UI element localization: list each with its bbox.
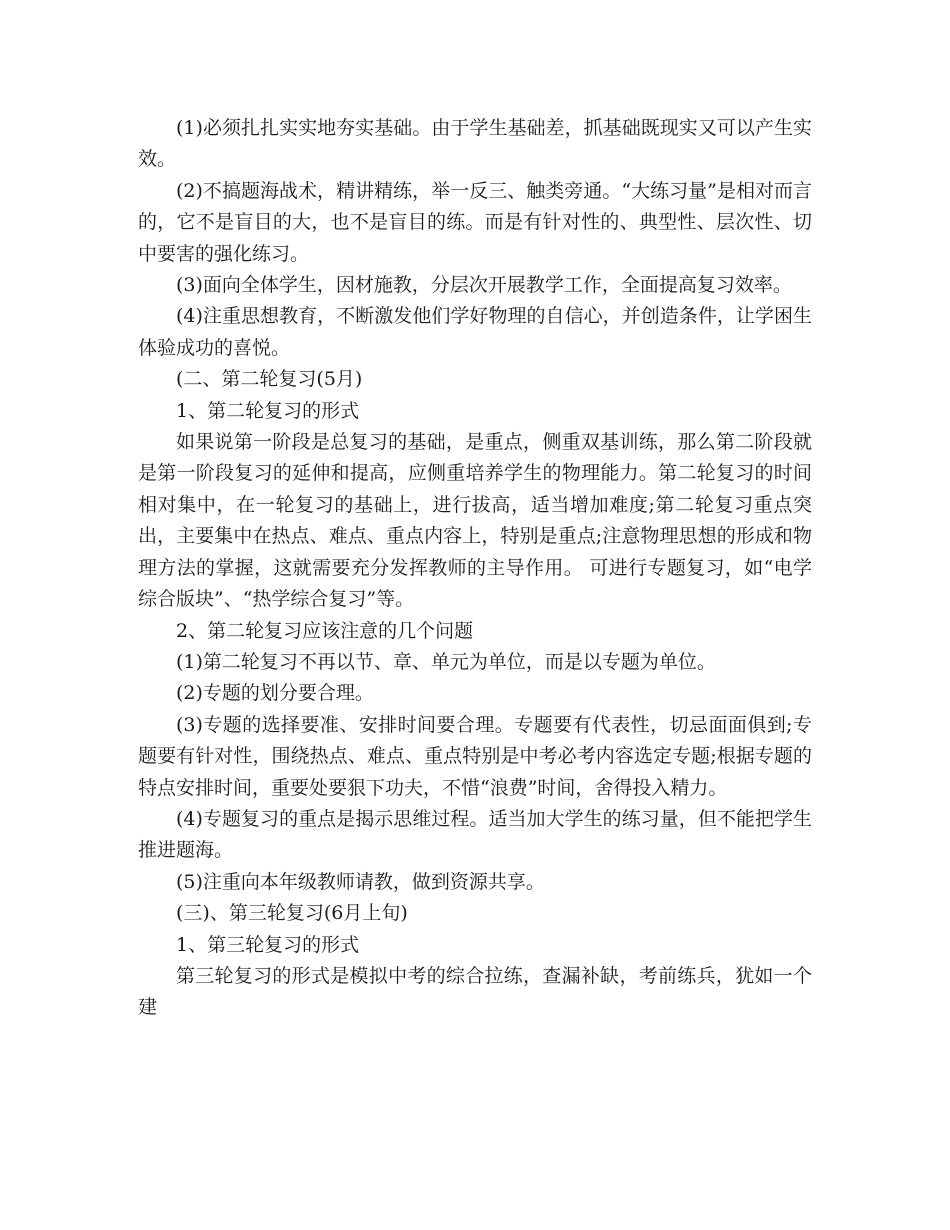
paragraph-ideology-education: (4)注重思想教育，不断激发他们学好物理的自信心，并创造条件，让学困生体验成功的喜悦。 (138, 305, 812, 359)
paragraph-topic-selection: (3)专题的选择要准、安排时间要合理。专题要有代表性，切忌面面俱到;专题要有针对性，围绕热点、难点、重点特别是中考必考内容选定专题;根据专题的特点安排时间，重要处要狠下功夫，不惜“浪费”时间，舍得投入精力。 (138, 713, 812, 799)
section-heading-second-round: (二、第二轮复习(5月) (176, 368, 363, 391)
section-heading-third-round: (三)、第三轮复习(6月上旬) (176, 902, 408, 925)
paragraph-no-drill-tactics: (2)不搞题海战术，精讲精练，举一反三、触类旁通。“大练习量”是相对而言的，它不是盲目的大，也不是盲目的练。而是有针对性的、典型性、层次性、切中要害的强化练习。 (138, 179, 812, 265)
subheading-second-round-form: 1、第二轮复习的形式 (176, 399, 360, 422)
subheading-third-round-form: 1、第三轮复习的形式 (176, 933, 360, 956)
paragraph-thinking-process: (4)专题复习的重点是揭示思维过程。适当加大学生的练习量，但不能把学生推进题海。 (138, 807, 812, 862)
paragraph-topic-division: (2)专题的划分要合理。 (176, 682, 374, 705)
paragraph-basics: (1)必须扎扎实实地夯实基础。由于学生基础差，抓基础既现实又可以产生实效。 (138, 117, 812, 171)
paragraph-resource-sharing: (5)注重向本年级教师请教，做到资源共享。 (176, 870, 545, 893)
paragraph-all-students: (3)面向全体学生，因材施教，分层次开展教学工作，全面提高复习效率。 (176, 274, 792, 297)
paragraph-second-round-description: 如果说第一阶段是总复习的基础，是重点，侧重双基训练，那么第二阶段就是第一阶段复习的延伸和提高，应侧重培养学生的物理能力。第二轮复习的时间相对集中，在一轮复习的基础上，进行拔高，适当增加难度;第二轮复习重点突出，主要集中在热点、难点、重点内容上，特别是重点;注意物理思想的形成和物理方法的掌握，这就需要充分发挥教师的主导作用。 可进行专题复习，如“电学综合版块”、“热学综合复习”等。 (138, 431, 812, 611)
paragraph-third-round-description: 第三轮复习的形式是模拟中考的综合拉练，查漏补缺，考前练兵，犹如一个建 (138, 964, 812, 1019)
document-body (138, 113, 812, 1024)
paragraph-topic-units: (1)第二轮复习不再以节、章、单元为单位，而是以专题为单位。 (176, 650, 716, 673)
subheading-second-round-issues: 2、第二轮复习应该注意的几个问题 (176, 619, 474, 642)
